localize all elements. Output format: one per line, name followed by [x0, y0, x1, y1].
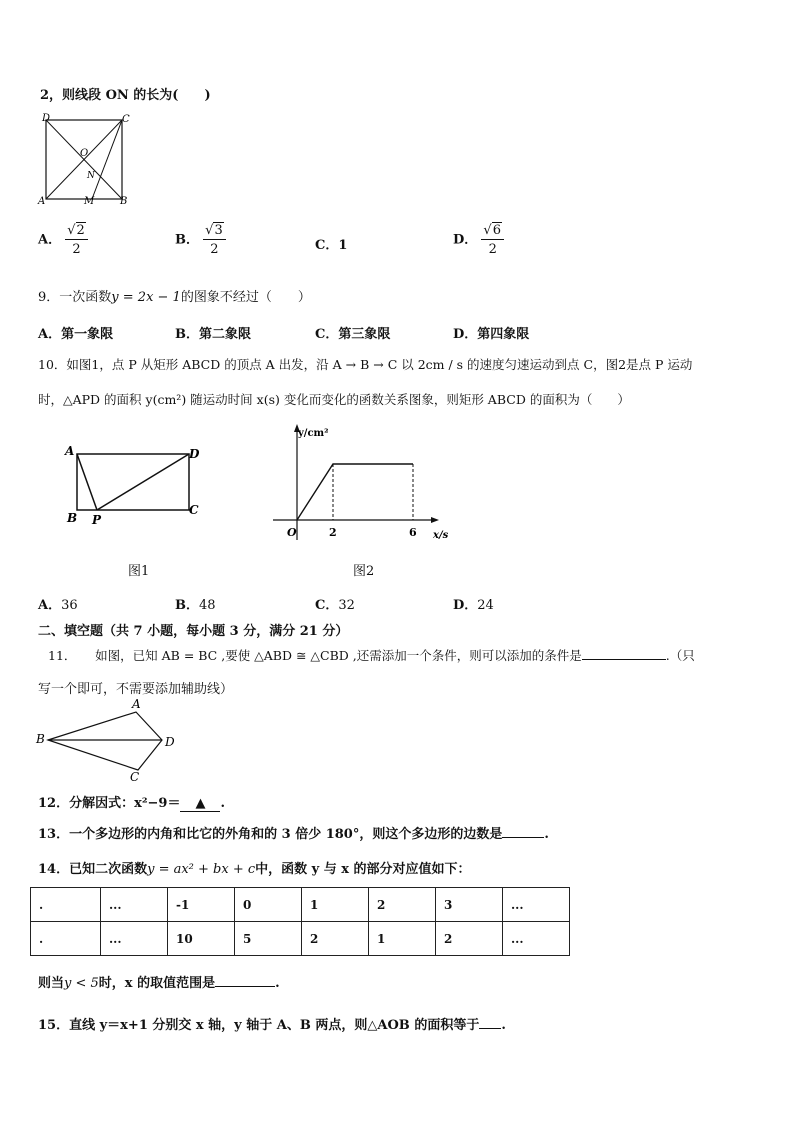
- label-m: M: [84, 196, 95, 207]
- q9-option-d: D．第四象限: [453, 327, 530, 342]
- function-graph-figure-2: [265, 420, 465, 550]
- table-row: . ... -1 0 1 2 3 ...: [31, 888, 570, 922]
- table-row: . ... 10 5 2 1 2 ...: [31, 922, 570, 956]
- q14-after: 则当y < 5时，x 的取值范围是 .: [38, 976, 280, 991]
- fig2-tick-2: 2: [329, 526, 337, 539]
- q9-stem: 9．一次函数y = 2x − 1的图象不经过（ ）: [38, 290, 311, 305]
- q9-option-b: B．第二象限: [175, 327, 252, 342]
- fig1-label-b: B: [67, 511, 78, 525]
- fig1-label-p: P: [92, 513, 102, 527]
- label-n: N: [87, 171, 95, 181]
- q15: 15．直线 y＝x+1 分别交 x 轴，y 轴于 A、B 两点，则△AOB 的面积等于 .: [38, 1018, 506, 1033]
- fig11-label-d: D: [165, 735, 175, 749]
- fig2-tick-6: 6: [409, 526, 417, 539]
- q13: 13．一个多边形的内角和比它的外角和的 3 倍少 180°，则这个多边形的边数是 .: [38, 827, 549, 842]
- q10-line2: 时，△APD 的面积 y(cm²) 随运动时间 x(s) 变化而变化的函数关系图象，则矩形 ABCD 的面积为（ ）: [38, 392, 630, 407]
- fig2-caption: 图2: [353, 564, 375, 579]
- section-title: 二、填空题（共 7 小题，每小题 3 分，满分 21 分）: [38, 624, 349, 639]
- q12: 12．分解因式：x²−9＝ ▲ .: [38, 796, 226, 811]
- q8-option-d: D． $\frac{√6}{2}$: [453, 224, 504, 256]
- fig2-ylabel: y/cm²: [298, 428, 329, 439]
- q10-option-a: A．36: [38, 598, 78, 613]
- fig2-origin: O: [287, 526, 297, 539]
- label-o: O: [80, 148, 89, 159]
- fig1-label-d: D: [189, 447, 200, 461]
- q9-option-c: C．第三象限: [315, 327, 391, 342]
- q11-line2: 写一个即可，不需要添加辅助线）: [38, 682, 234, 697]
- label-b: B: [120, 196, 128, 207]
- rectangle-figure-1: [60, 440, 210, 530]
- q8-stem: 2，则线段 ON 的长为( ): [40, 88, 211, 103]
- q10-option-b: B．48: [175, 598, 216, 613]
- kite-figure: [34, 698, 184, 784]
- value-table: [30, 887, 570, 956]
- q8-option-b: B． $\frac{√3}{2}$: [175, 224, 226, 256]
- fig11-label-b: B: [36, 732, 45, 746]
- q10-option-c: C．32: [315, 598, 355, 613]
- label-c: C: [122, 114, 130, 125]
- q8-option-a: A． $\frac{√2}{2}$: [38, 224, 88, 256]
- fig2-xlabel: x/s: [433, 530, 449, 541]
- q11-line1: 11． 如图，已知 AB = BC ,要使 △ABD ≅ △CBD ,还需添加一个条件，则可以添加的条件是 .（只: [48, 648, 695, 663]
- q9-option-a: A．第一象限: [38, 327, 114, 342]
- fig1-label-a: A: [65, 444, 75, 458]
- q8-option-c: C．1: [315, 238, 348, 253]
- fig1-caption: 图1: [128, 564, 150, 579]
- label-d: D: [42, 113, 51, 124]
- fig11-label-a: A: [132, 698, 141, 711]
- q10-option-d: D．24: [453, 598, 494, 613]
- fig1-label-c: C: [189, 503, 199, 517]
- square-figure: [34, 110, 134, 210]
- q10-line1: 10．如图1，点 P 从矩形 ABCD 的顶点 A 出发，沿 A → B → C 以 2cm / s 的速度匀速运动到点 C，图2是点 P 运动: [38, 357, 693, 372]
- label-a: A: [38, 196, 46, 207]
- fig11-label-c: C: [130, 770, 140, 784]
- q14-stem: 14．已知二次函数y = ax² + bx + c中，函数 y 与 x 的部分对应值如下：: [38, 862, 471, 877]
